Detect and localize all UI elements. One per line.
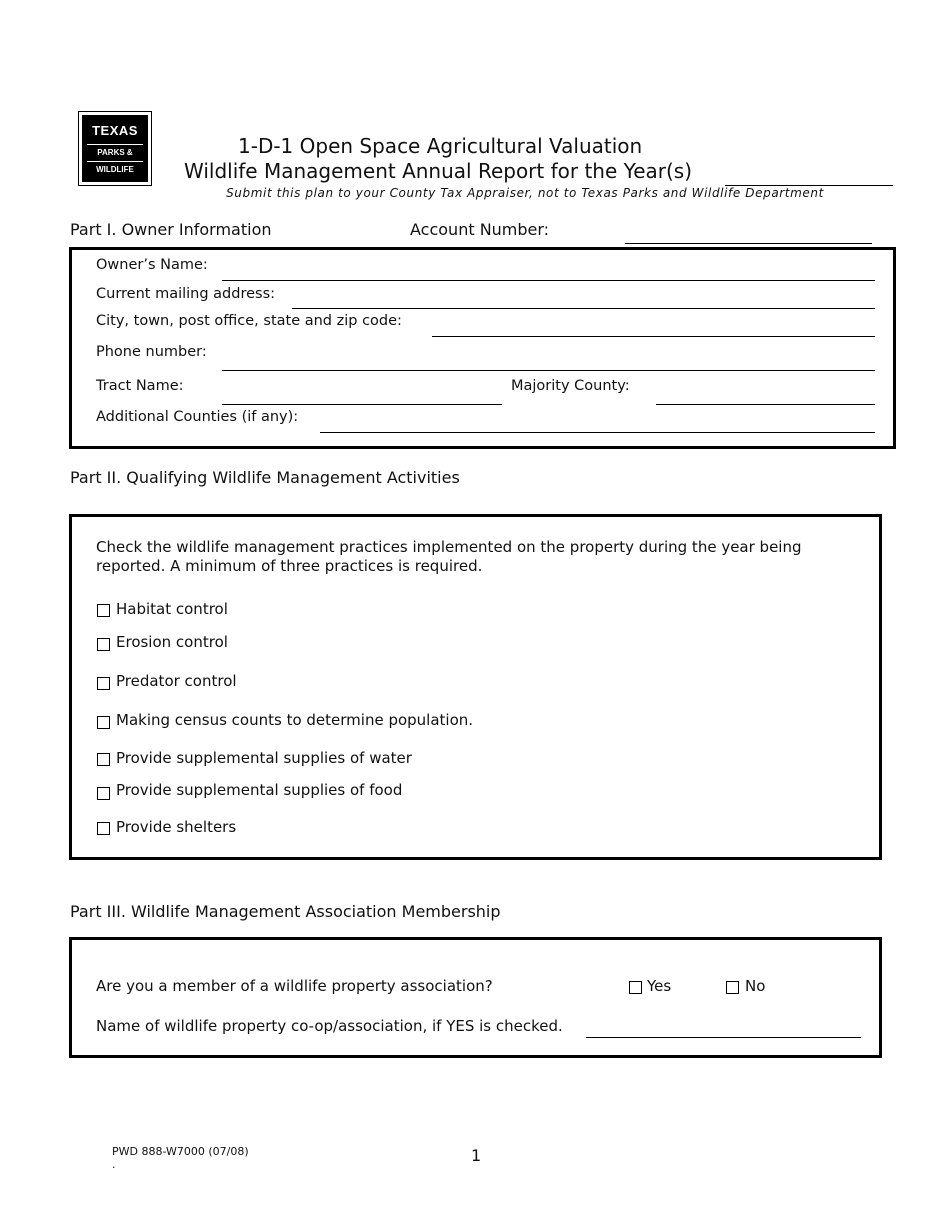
activities-instruction: Check the wildlife management practices implemented on the property during the year being reported. A minimum of three practices is required. (96, 538, 802, 575)
form-title-line2: Wildlife Management Annual Report for the Year(s) (184, 159, 693, 183)
association-box (69, 937, 882, 1058)
part2-title: Part II. Qualifying Wildlife Management Activities (70, 468, 460, 487)
tract-name-input[interactable] (222, 404, 502, 405)
tpwd-logo (78, 111, 152, 186)
shelters-label: Provide shelters (116, 818, 237, 836)
census-counts-checkbox[interactable] (97, 716, 110, 729)
form-title-line1: 1-D-1 Open Space Agricultural Valuation (238, 134, 643, 158)
account-number-label: Account Number: (410, 220, 550, 239)
erosion-control-label: Erosion control (116, 633, 228, 651)
city-label: City, town, post office, state and zip code: (96, 313, 402, 329)
no-checkbox[interactable] (726, 981, 739, 994)
yes-label: Yes (647, 977, 672, 995)
mailing-address-input[interactable] (292, 308, 875, 309)
association-question: Are you a member of a wildlife property association? (96, 977, 493, 995)
shelters-checkbox[interactable] (97, 822, 110, 835)
form-code: PWD 888-W7000 (07/08) (112, 1145, 249, 1158)
predator-control-label: Predator control (116, 672, 237, 690)
majority-county-label: Majority County: (511, 378, 630, 394)
association-name-input[interactable] (586, 1037, 861, 1038)
supplemental-food-label: Provide supplemental supplies of food (116, 781, 403, 799)
logo-text-parks: PARKS & (87, 144, 143, 157)
part3-title: Part III. Wildlife Management Association Membership (70, 902, 501, 921)
erosion-control-checkbox[interactable] (97, 638, 110, 651)
logo-text-wildlife: WILDLIFE (87, 161, 143, 174)
tract-name-label: Tract Name: (96, 378, 184, 394)
supplemental-water-label: Provide supplemental supplies of water (116, 749, 412, 767)
mailing-address-label: Current mailing address: (96, 286, 276, 302)
supplemental-water-checkbox[interactable] (97, 753, 110, 766)
part1-title: Part I. Owner Information (70, 220, 272, 239)
logo-text-texas: TEXAS (92, 122, 138, 138)
habitat-control-checkbox[interactable] (97, 604, 110, 617)
yes-checkbox[interactable] (629, 981, 642, 994)
predator-control-checkbox[interactable] (97, 677, 110, 690)
footer-dot: . (112, 1158, 116, 1171)
owner-name-label: Owner’s Name: (96, 257, 208, 273)
owner-name-input[interactable] (222, 280, 875, 281)
phone-label: Phone number: (96, 344, 207, 360)
association-name-label: Name of wildlife property co-op/association, if YES is checked. (96, 1017, 563, 1035)
no-label: No (745, 977, 766, 995)
additional-counties-input[interactable] (320, 432, 875, 433)
majority-county-input[interactable] (656, 404, 875, 405)
page-number: 1 (471, 1146, 482, 1165)
phone-input[interactable] (222, 370, 875, 371)
census-counts-label: Making census counts to determine population. (116, 711, 474, 729)
account-number-input[interactable] (625, 243, 872, 244)
city-input[interactable] (432, 336, 875, 337)
habitat-control-label: Habitat control (116, 600, 228, 618)
supplemental-food-checkbox[interactable] (97, 787, 110, 800)
form-subtitle: Submit this plan to your County Tax Appraiser, not to Texas Parks and Wildlife Department (226, 186, 824, 200)
additional-counties-label: Additional Counties (if any): (96, 409, 299, 425)
